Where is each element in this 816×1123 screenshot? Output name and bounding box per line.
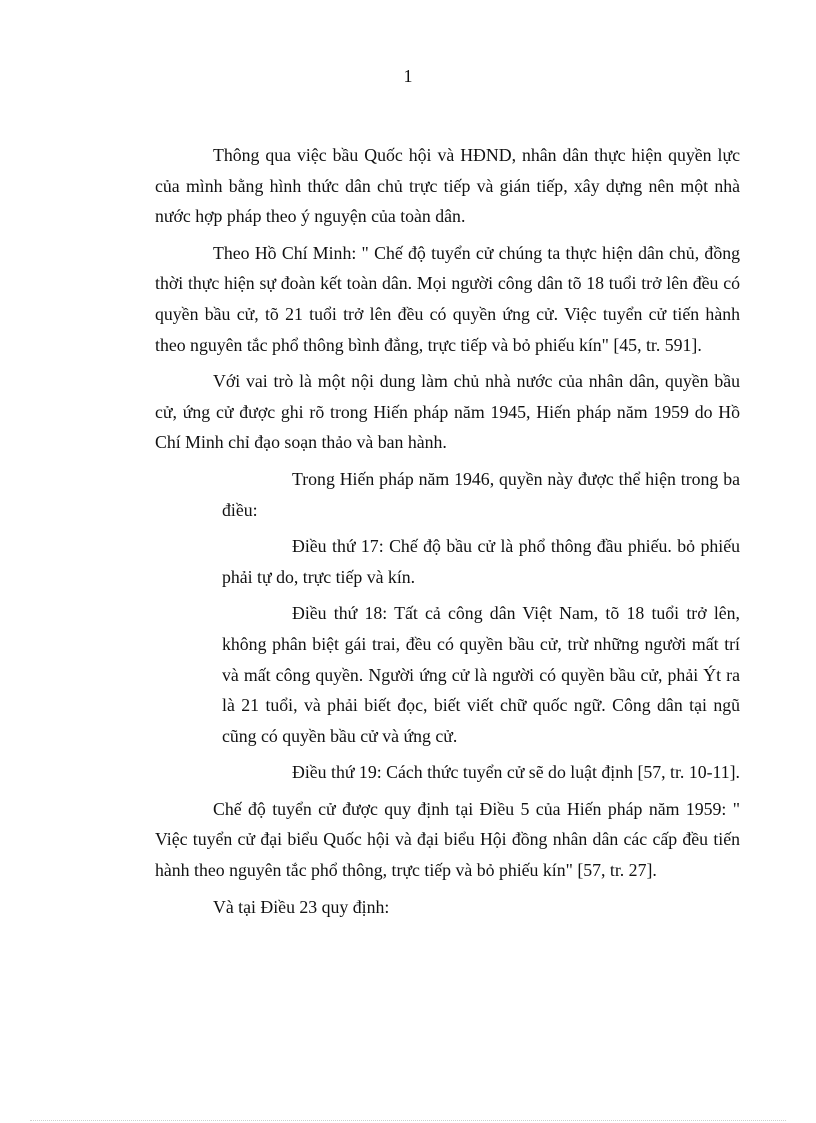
paragraph-hien-phap-context: Với vai trò là một nội dung làm chủ nhà nước của nhân dân, quyền bầu cử, ứng cử được ghi rõ trong Hiến pháp năm 1945, Hiến pháp năm 1959 do Hồ Chí Minh chỉ đạo soạn thảo và ban hành.	[155, 371, 740, 453]
quote-dieu-17: Điều thứ 17: Chế độ bầu cử là phổ thông đầu phiếu. bỏ phiếu phải tự do, trực tiếp và kín.	[222, 536, 740, 587]
page-number: 1	[403, 66, 413, 86]
paragraph-hien-phap-1959: Chế độ tuyển cử được quy định tại Điều 5 của Hiến pháp năm 1959: " Việc tuyển cử đại biểu Quốc hội và đại biểu Hội đồng nhân dân các cấp đều tiến hành theo nguyên tắc phổ thông, trực tiếp và bỏ phiếu kín" [57, tr. 27].	[155, 798, 740, 881]
document-body	[155, 140, 740, 928]
quote-dieu-19: Điều thứ 19: Cách thức tuyển cử sẽ do luật định [57, tr. 10-11].	[292, 762, 741, 783]
paragraph-dieu-23: Và tại Điều 23 quy định:	[213, 896, 390, 917]
paragraph-ho-chi-minh-quote: Theo Hồ Chí Minh: " Chế độ tuyển cử chúng ta thực hiện dân chủ, đồng thời thực hiện sự đoàn kết toàn dân. Mọi người công dân tõ 18 tuổi trở lên đều có quyền bầu cử, tõ 21 tuổi trở lên đều có quyền ứng cử. Việc tuyển cử tiến hành theo nguyên tắc phổ thông bình đẳng, trực tiếp và bỏ phiếu kín" [45, tr. 591].	[155, 242, 740, 355]
page-bottom-divider	[30, 1120, 786, 1121]
quote-dieu-18: Điều thứ 18: Tất cả công dân Việt Nam, tõ 18 tuổi trở lên, không phân biệt gái trai, đều có quyền bầu cử, trừ những người mất trí và mất công quyền. Người ứng cử là người có quyền bầu cử, phải Ýt ra là 21 tuổi, và phải biết đọc, biết viết chữ quốc ngữ. Công dân tại ngũ cũng có quyền bầu cử và ứng cử.	[222, 603, 740, 746]
paragraph-bau-cu-intro: Thông qua việc bầu Quốc hội và HĐND, nhân dân thực hiện quyền lực của mình bằng hình thức dân chủ trực tiếp và gián tiếp, xây dựng nên một nhà nước hợp pháp theo ý nguyện của toàn dân.	[155, 145, 740, 227]
quote-hien-phap-1946: Trong Hiến pháp năm 1946, quyền này được thể hiện trong ba điều:	[222, 468, 740, 520]
